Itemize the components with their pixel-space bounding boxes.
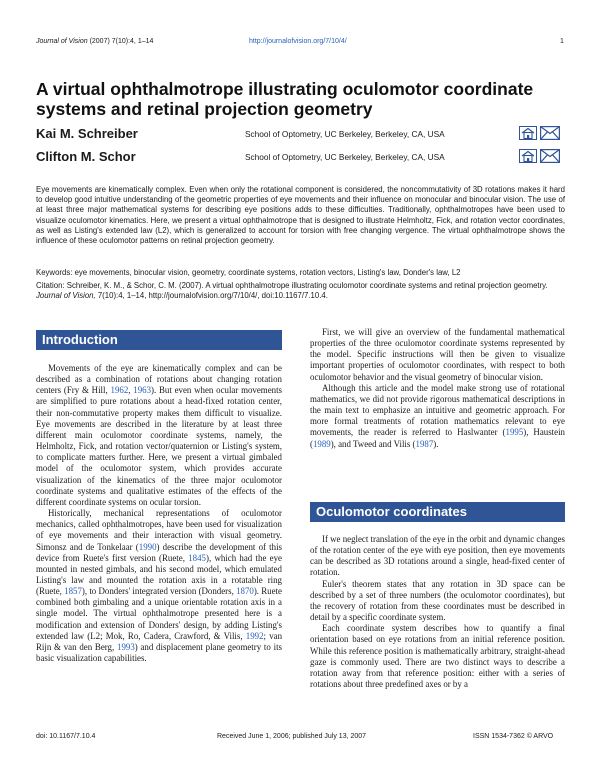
footer-issn: ISSN 1534-7362 © ARVO (473, 733, 554, 740)
citation-link[interactable]: 1963 (133, 385, 152, 396)
footer-received: Received June 1, 2006; published July 13, 2007 (217, 733, 367, 740)
journal-name: Journal of Vision (36, 38, 88, 45)
text-run: ) and displacement plane geometry to its basic visualization capabilities. (36, 641, 282, 664)
author-affiliation: School of Optometry, UC Berkeley, Berkeley, CA, USA (245, 129, 445, 139)
mail-icon[interactable] (540, 149, 560, 163)
text-run: ; van Rijn & van den Berg, (36, 630, 283, 652)
text-run: ), Haustein ( (310, 427, 565, 449)
citation-lead: Citation: Schreiber, K. M., & Schor, C. M. (2007). A virtual ophthalmotrope illustrating oculomotor coordinate systems and retinal projection geometry. (36, 281, 548, 290)
section-heading-introduction: Introduction (36, 330, 282, 350)
citation-journal: Journal of Vision, (36, 291, 96, 301)
mail-icon[interactable] (540, 126, 560, 140)
author-icons (519, 149, 567, 163)
citation-link[interactable]: 1989 (312, 438, 331, 449)
text-run: ), and Tweed and Vilis ( (330, 438, 416, 449)
right-column-top (310, 327, 565, 450)
author-name: Clifton M. Schor (36, 149, 136, 164)
left-column (36, 363, 282, 664)
text-run: ). (433, 438, 439, 449)
abstract: Eye movements are kinematically complex. Even when only the rotational component is considered, the noncommutativity of 3D rotations makes it hard to develop good intuitive understanding of the geometric properties of eye movements and their influence on monocular and binocular vision. The use of at least three major mathematical systems for describing eye positions adds to these difficulties. Traditionally, ophthalmotropes have been used to visualize oculomotor kinematics. Here, we present a virtual ophthalmotrope that is designed to illustrate Helmholtz, Fick, and rotation vector coordinates, as well as Listing's extended law (L2), which is generalized to account for torsion with free changing vergence. The virtual ophthalmotrope shows the influence of these oculomotor patterns on retinal projection geometry. (36, 185, 565, 246)
text-run: ). Ruete combined both gimbaling and a unique orientable rotation axis in a single model. The virtual ophthalmotrope presented here is a modification and extension of Donders' design, by adding Listing's extended law (L2; Mok, Ro, Cadera, Crawford, & Vilis, (36, 586, 282, 641)
text-run: , (128, 385, 134, 396)
text-run: ). But even when ocular movements are simplified to pure rotations about a head-fixed rotation center, their non-commutative property makes them difficult to visualize. Eye movements are described in the literature by at least three different main oculomotor coordinate systems, namely, the Helmholtz, Fick, and rotation vector/quaternion or Listing's system, to complicate matters further. Here, we present a virtual gimbaled model of the oculomotor system, which provides accurate visualization of the kinematics of the three major oculomotor coordinate systems and qualitative estimates of the effects of the different coordinate systems on ocular torsion. (36, 385, 283, 507)
paragraph: If we neglect translation of the eye in the orbit and dynamic changes of the rotation center of the eye with eye position, then eye movements can be described as 3D rotations around a single, head-fixed center of rotation. (310, 534, 565, 578)
home-icon[interactable] (519, 149, 537, 163)
citation-link[interactable]: 1995 (505, 427, 524, 438)
author-row (36, 126, 566, 144)
author-affiliation: School of Optometry, UC Berkeley, Berkeley, CA, USA (245, 152, 445, 162)
keywords: Keywords: eye movements, binocular vision, geometry, coordinate systems, rotation vectors, Listing's law, Donder's law, L2 (36, 268, 461, 277)
author-name: Kai M. Schreiber (36, 126, 138, 141)
journal-citation: (2007) 7(10):4, 1–14 (87, 38, 154, 45)
paragraph: Each coordinate system describes how to quantify a final orientation based on eye rotations from an initial reference position. While this reference position is mathematically arbitrary, straight-ahead gaze is commonly used. There are two distinct ways to describe a rotation away from that reference position: either with a series of rotations about three predefined axes or by a (310, 623, 565, 690)
footer-doi: doi: 10.1167/7.10.4 (36, 733, 96, 740)
right-column-bottom (310, 534, 565, 690)
citation-link[interactable]: 1962 (110, 385, 129, 396)
citation-link[interactable]: 1992 (245, 630, 264, 641)
citation-link[interactable]: 1857 (64, 586, 82, 597)
text-run: ) describe the development of this device from Ruete's first version (Ruete, (36, 541, 282, 563)
citation-link[interactable]: 1870 (236, 586, 254, 597)
paragraph (310, 383, 565, 450)
paragraph: First, we will give an overview of the fundamental mathematical properties of the three oculomotor coordinate systems represented by the model. Specific instructions will then be given to visualize important properties of oculomotor coordinates, with respect to both oculomotor behavior and the visual geometry of binocular vision. (310, 327, 565, 382)
paragraph (36, 363, 282, 508)
citation-link[interactable]: 1990 (138, 541, 157, 552)
text-run: ), which had the eye mounted in nested gimbals, and his second model, which emulated Listing's law and mounted the rotation axis in a rotatable ring (Ruete, (36, 552, 282, 597)
author-icons (519, 126, 567, 140)
text-run: Although this article and the model make strong use of rotational mathematics, we did not provide rigorous mathematical descriptions in the main text to emphasize an intuitive and geometric approach. For more formal treatments of rotation mathematics relevant to eye movements, the reader is referred to Haslwanter ( (310, 382, 565, 438)
section-heading-oculomotor-coordinates: Oculomotor coordinates (310, 502, 565, 522)
article-title: A virtual ophthalmotrope illustrating oculomotor coordinate systems and retinal projection geometry (36, 79, 534, 119)
author-row (36, 149, 566, 167)
citation-link[interactable]: 1987 (415, 438, 434, 449)
paragraph (36, 508, 282, 664)
text-run: ), to Donders' integrated version (Donders, (81, 586, 237, 597)
running-header-journal (36, 38, 153, 45)
citation-link[interactable]: 1993 (117, 641, 135, 652)
text-run: Historically, mechanical representations of oculomotor mechanics, called ophthalmotropes, have been used for visualization of eye movements and their interaction with visual geometry. Simonsz and de Tonkelaar ( (36, 508, 282, 552)
page-number: 1 (560, 38, 564, 45)
paragraph: Euler's theorem states that any rotation in 3D space can be described by a set of three numbers (the oculomotor coordinates), but the recovery of rotation from these coordinates must be described in detail by a specific coordinate system. (310, 578, 565, 623)
citation-details: 7(10):4, 1–14, http://journalofvision.org/7/10/4/, doi:10.1167/7.10.4. (95, 291, 328, 301)
home-icon[interactable] (519, 126, 537, 140)
citation-link[interactable]: 1845 (188, 552, 206, 563)
text-run: Movements of the eye are kinematically complex and can be described as a combination of rotations about changing rotation centers (Fry & Hill, (36, 363, 282, 396)
citation (36, 281, 565, 301)
journal-url-link[interactable]: http://journalofvision.org/7/10/4/ (249, 38, 347, 45)
